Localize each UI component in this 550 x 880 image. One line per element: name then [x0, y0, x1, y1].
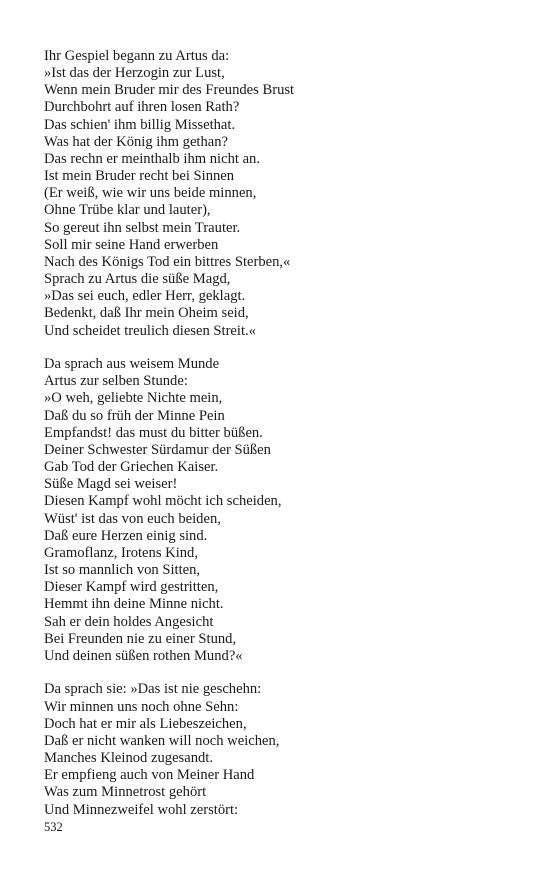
verse-line: Manches Kleinod zugesandt.: [44, 750, 213, 767]
verse-line: Doch hat er mir als Liebeszeichen,: [44, 715, 247, 732]
verse-line: Soll mir seine Hand erwerben: [44, 236, 219, 253]
verse-line: Und deinen süßen rothen Mund?«: [44, 647, 243, 664]
verse-line: Durchbohrt auf ihren losen Rath?: [44, 99, 240, 116]
verse-line: Da sprach sie: »Das ist nie geschehn:: [44, 681, 262, 698]
verse-line: Hemmt ihn deine Minne nicht.: [44, 596, 224, 613]
verse-line: »Ist das der Herzogin zur Lust,: [44, 65, 225, 82]
verse-line: Und scheidet treulich diesen Streit.«: [44, 322, 256, 339]
verse-line: Da sprach aus weisem Munde: [44, 356, 220, 373]
verse-line: Deiner Schwester Sürdamur der Süßen: [44, 441, 271, 458]
stanza-1: [44, 48, 514, 340]
verse-line: Daß er nicht wanken will noch weichen,: [44, 732, 280, 749]
page-number: 532: [44, 820, 63, 834]
stanza-2: [44, 356, 514, 665]
verse-line: Wüst' ist das von euch beiden,: [44, 510, 221, 527]
verse-line: Diesen Kampf wohl möcht ich scheiden,: [44, 493, 282, 510]
verse-line: (Er weiß, wie wir uns beide minnen,: [44, 185, 257, 202]
verse-line: So gereut ihn selbst mein Trauter.: [44, 219, 241, 236]
verse-line: Sah er dein holdes Angesicht: [44, 613, 214, 630]
verse-line: Und Minnezweifel wohl zerstört:: [44, 801, 239, 818]
verse-line: Das schien' ihm billig Missethat.: [44, 116, 236, 133]
verse-line: Ist so mannlich von Sitten,: [44, 562, 201, 579]
verse-line: Was hat der König ihm gethan?: [44, 133, 229, 150]
verse-line: Gab Tod der Griechen Kaiser.: [44, 459, 219, 476]
verse-line: Daß eure Herzen einig sind.: [44, 527, 208, 544]
verse-line: Bedenkt, daß Ihr mein Oheim seid,: [44, 305, 249, 322]
verse-line: »Das sei euch, edler Herr, geklagt.: [44, 288, 246, 305]
verse-line: Bei Freunden nie zu einer Stund,: [44, 630, 237, 647]
verse-line: Er empfieng auch von Meiner Hand: [44, 767, 255, 784]
verse-line: Was zum Minnetrost gehört: [44, 784, 207, 801]
verse-line: Sprach zu Artus die süße Magd,: [44, 271, 231, 288]
verse-line: Gramoflanz, Irotens Kind,: [44, 544, 198, 561]
verse-line: Wir minnen uns noch ohne Sehn:: [44, 698, 239, 715]
verse-line: Wenn mein Bruder mir des Freundes Brust: [44, 82, 295, 99]
verse-line: Süße Magd sei weiser!: [44, 476, 178, 493]
verse-line: Ihr Gespiel begann zu Artus da:: [44, 48, 230, 64]
verse-line: Ist mein Bruder recht bei Sinnen: [44, 168, 235, 185]
verse-line: Nach des Königs Tod ein bittres Sterben,«: [44, 253, 291, 270]
stanza-3: [44, 681, 514, 818]
poem-text: [44, 48, 514, 835]
verse-line: »O weh, geliebte Nichte mein,: [44, 390, 223, 407]
verse-line: Ohne Trübe klar und lauter),: [44, 202, 211, 219]
verse-line: Daß du so früh der Minne Pein: [44, 407, 225, 424]
verse-line: Das rechn er meinthalb ihm nicht an.: [44, 150, 260, 167]
verse-line: Artus zur selben Stunde:: [44, 373, 188, 390]
verse-line: Dieser Kampf wird gestritten,: [44, 579, 219, 596]
verse-line: Empfandst! das must du bitter büßen.: [44, 424, 263, 441]
